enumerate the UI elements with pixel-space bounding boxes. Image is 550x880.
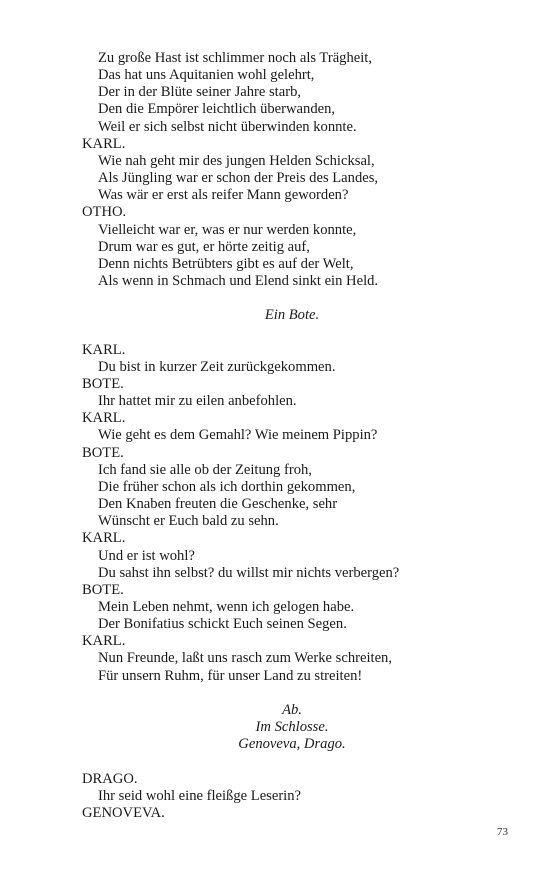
stage-direction: Ein Bote. bbox=[264, 307, 320, 324]
verse-line: Weil er sich selbst nicht überwinden konnte. bbox=[98, 118, 357, 135]
verse-line: Den die Empörer leichtlich überwanden, bbox=[98, 101, 336, 118]
verse-line: Das hat uns Aquitanien wohl gelehrt, bbox=[98, 67, 315, 84]
blank-line bbox=[82, 290, 502, 307]
verse-line: Denn nichts Betrübters gibt es auf der Welt, bbox=[98, 255, 354, 272]
verse-line: Du bist in kurzer Zeit zurückgekommen. bbox=[98, 358, 336, 375]
verse-line: Als wenn in Schmach und Elend sinkt ein Held. bbox=[98, 273, 379, 290]
speaker-name: DRAGO. bbox=[82, 770, 138, 787]
verse-line: Wünscht er Euch bald zu sehn. bbox=[98, 513, 279, 530]
verse-line: Und er ist wohl? bbox=[98, 547, 195, 564]
page-number: 73 bbox=[497, 826, 508, 838]
blank-line bbox=[82, 753, 502, 770]
play-text bbox=[82, 50, 502, 822]
verse-line: Vielleicht war er, was er nur werden konnte, bbox=[98, 221, 357, 238]
verse-line: Was wär er erst als reifer Mann geworden? bbox=[98, 187, 349, 204]
stage-direction: Ab. bbox=[282, 701, 302, 718]
speaker-name: BOTE. bbox=[82, 581, 124, 598]
stage-direction: Im Schlosse. bbox=[255, 719, 329, 736]
verse-line: Du sahst ihn selbst? du willst mir nichts verbergen? bbox=[98, 564, 400, 581]
verse-line: Ihr seid wohl eine fleißge Leserin? bbox=[98, 787, 302, 804]
verse-line: Nun Freunde, laßt uns rasch zum Werke schreiten, bbox=[98, 650, 392, 667]
verse-line: Der Bonifatius schickt Euch seinen Segen. bbox=[98, 616, 347, 633]
speaker-name: GENOVEVA. bbox=[82, 804, 165, 821]
verse-line: Ich fand sie alle ob der Zeitung froh, bbox=[98, 461, 312, 478]
verse-line: Als Jüngling war er schon der Preis des Landes, bbox=[98, 170, 379, 187]
verse-line: Wie geht es dem Gemahl? Wie meinem Pippin? bbox=[98, 427, 378, 444]
verse-line: Drum war es gut, er hörte zeitig auf, bbox=[98, 238, 310, 255]
speaker-name: KARL. bbox=[82, 530, 126, 547]
verse-line: Den Knaben freuten die Geschenke, sehr bbox=[98, 496, 338, 513]
verse-line: Die früher schon als ich dorthin gekommen, bbox=[98, 478, 356, 495]
verse-line: Ihr hattet mir zu eilen anbefohlen. bbox=[98, 393, 297, 410]
speaker-name: OTHO. bbox=[82, 204, 127, 221]
verse-line: Der in der Blüte seiner Jahre starb, bbox=[98, 84, 302, 101]
stage-direction: Genoveva, Drago. bbox=[238, 736, 346, 753]
blank-line bbox=[82, 324, 502, 341]
verse-line: Mein Leben nehmt, wenn ich gelogen habe. bbox=[98, 598, 355, 615]
speaker-name: KARL. bbox=[82, 410, 126, 427]
blank-line bbox=[82, 685, 502, 702]
verse-line: Wie nah geht mir des jungen Helden Schicksal, bbox=[98, 152, 375, 169]
speaker-name: BOTE. bbox=[82, 375, 124, 392]
speaker-name: KARL. bbox=[82, 341, 126, 358]
verse-line: Zu große Hast ist schlimmer noch als Trägheit, bbox=[98, 50, 373, 66]
speaker-name: KARL. bbox=[82, 135, 126, 152]
speaker-name: BOTE. bbox=[82, 444, 124, 461]
verse-line: Für unsern Ruhm, für unser Land zu streiten! bbox=[98, 667, 363, 684]
speaker-name: KARL. bbox=[82, 633, 126, 650]
